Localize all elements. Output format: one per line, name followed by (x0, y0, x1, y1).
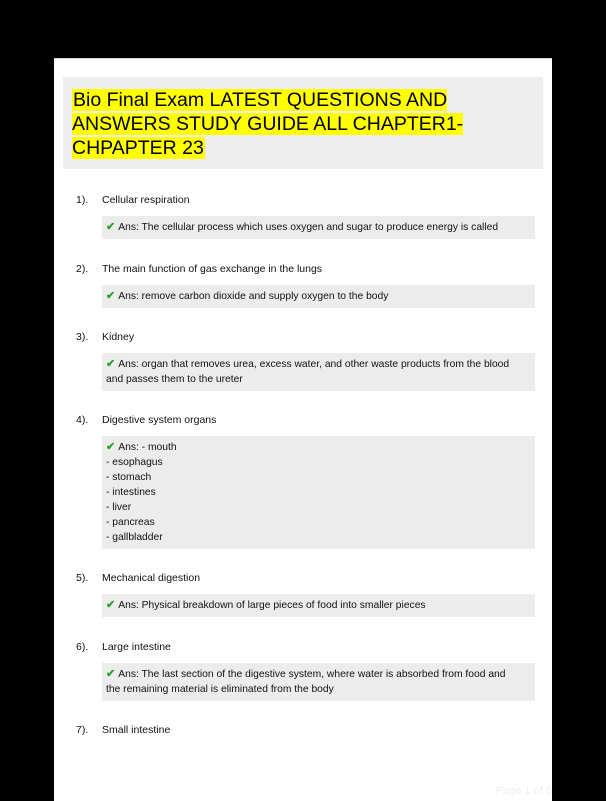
answer-text: - stomach (106, 472, 152, 483)
answer-box (102, 285, 535, 308)
page-number: Page 1 of 6 (495, 785, 552, 797)
question-text: Kidney (102, 331, 135, 343)
answer-line (106, 357, 531, 372)
answer-line (106, 372, 531, 387)
answer-line (106, 598, 531, 613)
answer-line (106, 667, 531, 682)
answer-line (106, 470, 531, 485)
answer-box (102, 216, 535, 239)
question-text: Large intestine (102, 641, 171, 653)
answer-text: Ans: The last section of the digestive system, where water is absorbed from food and (118, 669, 506, 680)
question-text: Digestive system organs (102, 414, 217, 426)
question-number: 5). (76, 572, 89, 584)
answer-text: - intestines (106, 487, 156, 498)
answer-box (102, 663, 535, 701)
question-number: 6). (76, 641, 89, 653)
answer-text: Ans: The cellular process which uses oxygen and sugar to produce energy is called (118, 222, 499, 233)
question-text: The main function of gas exchange in the lungs (102, 263, 323, 275)
answer-box (102, 436, 535, 549)
answer-line (106, 440, 531, 455)
question-number: 2). (76, 263, 89, 275)
answer-text: and passes them to the ureter (106, 374, 243, 385)
answer-text: - esophagus (106, 457, 163, 468)
check-icon: ✔ (106, 441, 116, 453)
check-icon: ✔ (106, 221, 116, 233)
title-box (63, 77, 543, 169)
answer-line (106, 500, 531, 515)
answer-line (106, 530, 531, 545)
answer-text: Ans: organ that removes urea, excess water, and other waste products from the blood (118, 359, 510, 370)
answer-text: Ans: Physical breakdown of large pieces of food into smaller pieces (118, 600, 426, 611)
answer-text: - gallbladder (106, 532, 163, 543)
question-number: 7). (76, 724, 89, 736)
answer-line (106, 220, 531, 235)
check-icon: ✔ (106, 358, 116, 370)
question-number: 1). (76, 194, 89, 206)
answer-line (106, 682, 531, 697)
document-title: Bio Final Exam LATEST QUESTIONS AND ANSWERS STUDY GUIDE ALL CHAPTER1-CHPAPTER 23 (72, 89, 464, 159)
answer-text: Ans: - mouth (118, 442, 177, 453)
check-icon: ✔ (106, 599, 116, 611)
document-page (54, 58, 552, 801)
question-text: Mechanical digestion (102, 572, 201, 584)
answer-line (106, 455, 531, 470)
question-text: Small intestine (102, 724, 171, 736)
answer-text: - pancreas (106, 517, 155, 528)
answer-line (106, 515, 531, 530)
answer-text: - liver (106, 502, 132, 513)
answer-text: the remaining material is eliminated from the body (106, 684, 334, 695)
answer-text: Ans: remove carbon dioxide and supply oxygen to the body (118, 291, 389, 302)
answer-line (106, 289, 531, 304)
question-number: 3). (76, 331, 89, 343)
answer-box (102, 594, 535, 617)
answer-line (106, 485, 531, 500)
check-icon: ✔ (106, 290, 116, 302)
check-icon: ✔ (106, 668, 116, 680)
answer-box (102, 353, 535, 391)
question-text: Cellular respiration (102, 194, 190, 206)
question-number: 4). (76, 414, 89, 426)
